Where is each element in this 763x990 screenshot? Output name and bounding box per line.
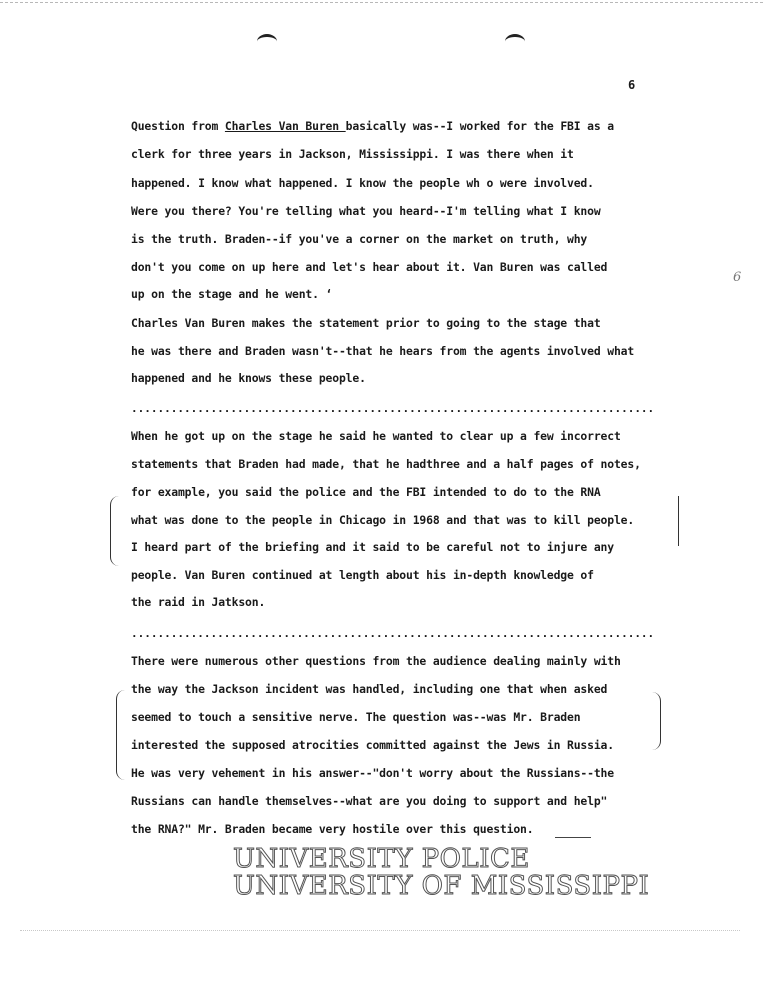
paragraph-line: happened and he knows these people. [131,371,366,385]
text-fragment: basically was--I worked for the FBI as a [345,119,614,133]
paragraph-line: There were numerous other questions from the audience dealing mainly with [131,654,621,668]
margin-bracket-right [652,692,661,750]
paragraph-line: Charles Van Buren makes the statement prior to going to the stage that [131,316,601,330]
margin-bracket-left [110,496,119,566]
paragraph-line: Were you there? You're telling what you heard--I'm telling what I know [131,204,601,218]
binder-hole-mark-left [257,34,277,49]
page-number: 6 [628,78,636,92]
university-name-stamp: UNIVERSITY OF MISSISSIPPI [233,871,650,901]
paragraph-line: seemed to touch a sensitive nerve. The question was--was Mr. Braden [131,710,581,724]
paragraph-line: is the truth. Braden--if you've a corner on the market on truth, why [131,232,588,246]
paragraph-line: interested the supposed atrocities committed against the Jews in Russia. [131,738,614,752]
paragraph-line: the way the Jackson incident was handled, including one that when asked [131,682,608,696]
underlined-name: Charles Van Buren [224,119,346,133]
paragraph-line: Russians can handle themselves--what are you doing to support and help" [131,794,608,808]
paragraph-line: clerk for three years in Jackson, Mississippi. I was there when it [131,147,574,161]
paragraph-line: He was very vehement in his answer--"don't worry about the Russians--the [131,766,614,780]
scan-noise [20,930,740,931]
paragraph-line: what was done to the people in Chicago in 1968 and that was to kill people. [131,513,635,527]
paragraph-line: up on the stage and he went. ‘ [131,287,333,301]
paragraph-line: the raid in Jatkson. [131,595,266,609]
paragraph-line: happened. I know what happened. I know the people wh o were involved. [131,176,594,190]
margin-bracket-right [670,496,679,546]
paragraph-line: don't you come on up here and let's hear about it. Van Buren was called [131,260,608,274]
dotted-separator: ............................................................................... [131,629,655,639]
handwritten-margin-note: 6 [733,270,742,285]
end-underline [555,837,591,838]
paragraph-line: the RNA?" Mr. Braden became very hostile over this question. [131,822,534,836]
paragraph-line: people. Van Buren continued at length about his in-depth knowledge of [131,568,594,582]
paragraph-line: for example, you said the police and the FBI intended to do to the RNA [131,485,601,499]
paragraph-line: he was there and Braden wasn't--that he hears from the agents involved what [131,344,635,358]
text-fragment: Question from [131,119,225,133]
paragraph-line: statements that Braden had made, that he hadthree and a half pages of notes, [131,457,641,471]
paragraph-line [131,119,614,133]
dotted-separator: ............................................................................... [131,404,655,414]
binder-hole-mark-right [505,34,525,49]
top-perforation [0,2,763,3]
paragraph-line: I heard part of the briefing and it said to be careful not to injure any [131,540,614,554]
university-police-stamp: UNIVERSITY POLICE [233,844,530,874]
paragraph-line: When he got up on the stage he said he wanted to clear up a few incorrect [131,429,621,443]
margin-bracket-left [116,690,125,780]
